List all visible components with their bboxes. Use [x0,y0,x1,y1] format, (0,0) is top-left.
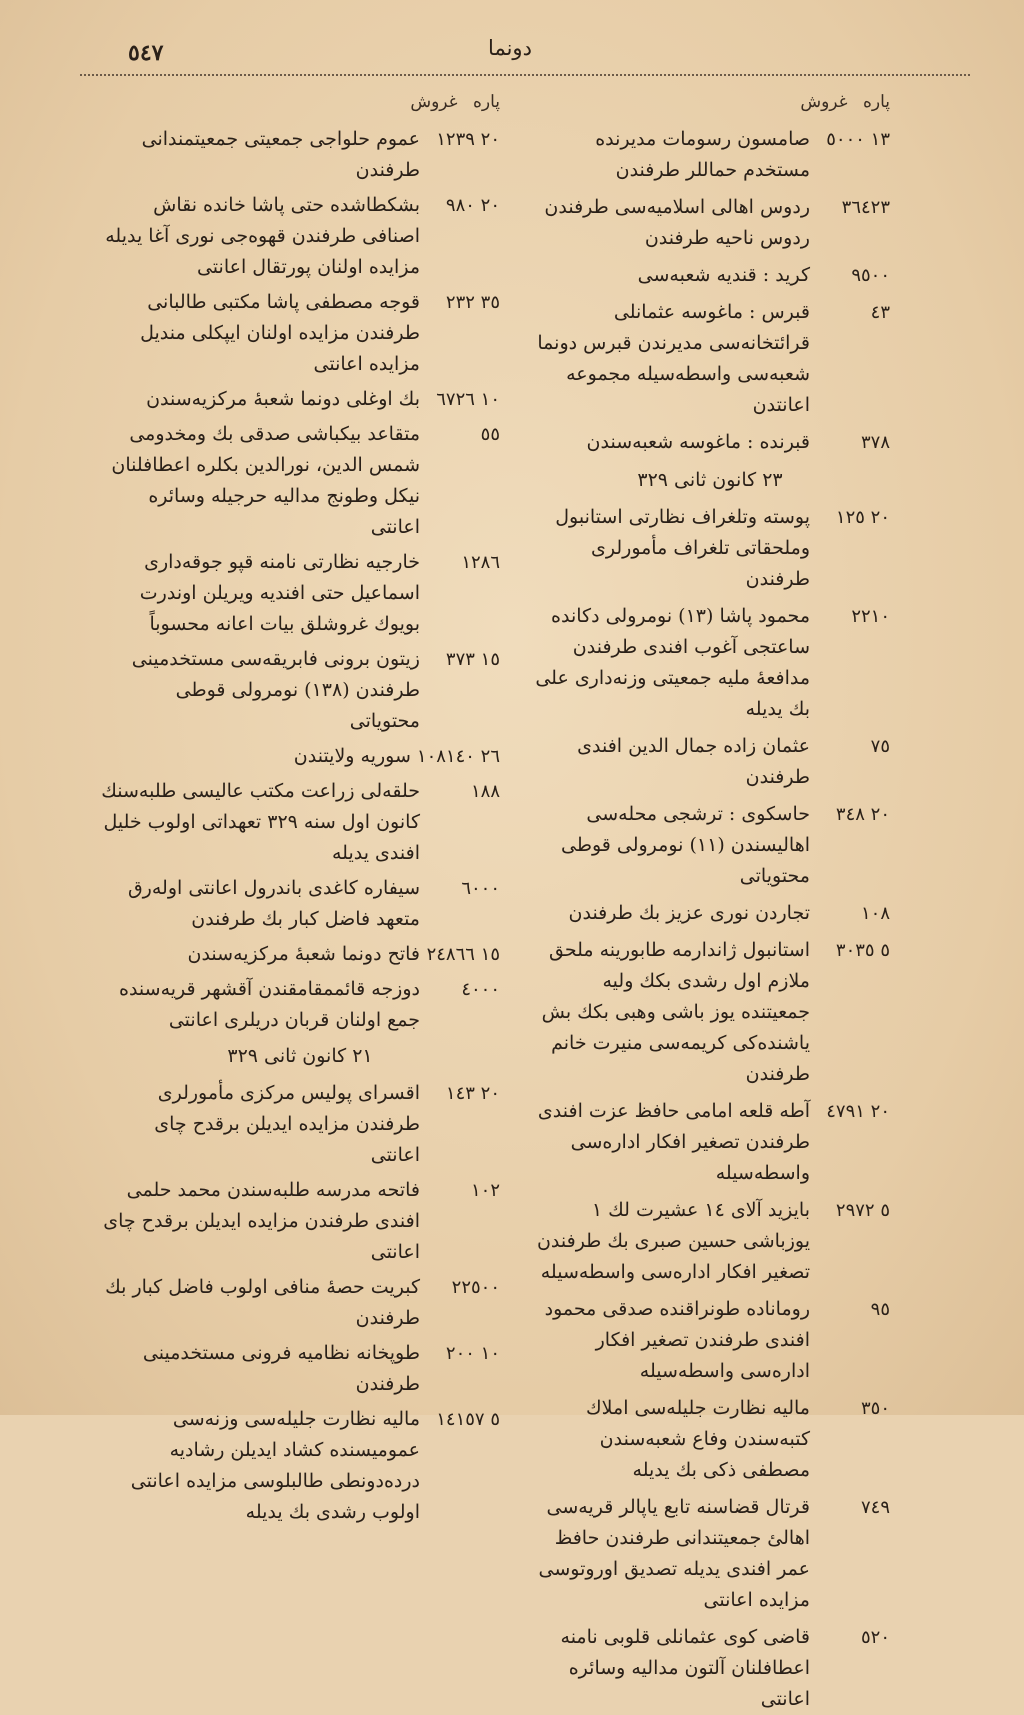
entry-amount: ٣٥ ٢٣٢ [445,292,500,313]
entry-amount: ٢٠ ١٢٥ [835,507,890,528]
entry-text: دوزجه قائممقامقندن آقشهر قريه‌سنده جمع اولنان قربان دريلرى اعانتى [118,978,420,1031]
entry-amount: ١٠٨ [860,903,890,924]
ledger-entry [100,644,500,737]
entry-text: فاتحه مدرسه طلبه‌سندن محمد حلمى افندى طرفندن مزايده ايديلن برقدح چاى اعانتى [103,1179,420,1263]
entry-text: حاسكوى : ترشجى محله‌سى اهاليسندن (١١) نومرولى قوطى محتوياتى [560,803,810,887]
entry-amount: ١٥ ٣٧٣ [445,649,500,670]
entry-text: قوجه مصطفى پاشا مكتبى طالبانى طرفندن مزايده اولنان ايپكلى منديل مزايده اعانتى [140,291,420,375]
entry-text: قرتال قضاسنه تابع ياپالر قريه‌سى اهالئ جمعيتندانى طرفندن حافظ عمر افندى يديله تصديق اوروتوسى مزايده اعانتى [538,1496,810,1611]
entry-amount: ٥ ٢٩٧٢ [835,1200,890,1221]
entry-amount: ٥٢٠ [860,1627,890,1648]
ledger-entry [100,287,500,380]
ledger-entry [100,873,500,935]
entry-amount: ٦٠٠٠ [461,878,500,899]
entry-amount: ٥ ١٤١٥٧ [436,1409,500,1430]
ledger-entry [100,776,500,869]
entry-amount: ٢٠ ٣٤٨ [835,804,890,825]
entry-amount: ١٥ ٢٤٨٦٦ [426,944,500,965]
entry-amount: ١٠٢ [470,1180,500,1201]
ledger-entry [530,1294,890,1387]
entry-text: حلقه‌لى زراعت مكتب عاليسى طلبه‌سنك كانون اول سنه ٣٢٩ تعهداتى اولوب خليل افندى يديله [101,780,420,864]
entry-text: روماناده طونراقنده صدقى محمود افندى طرفندن تصغير افكار اداره‌سى واسطه‌سيله [544,1298,810,1382]
column-heading [530,92,890,118]
entry-amount: ٢٠ ٩٨٠ [445,195,500,216]
ledger-entry [530,260,890,291]
entry-text: عثمان زاده جمال الدين افندى طرفندن [577,735,810,788]
ledger-entry [100,1338,500,1400]
entry-text: بايزيد آلاى ١٤ عشيرت لك ١ يوزباشى حسين صبرى بك طرفندن تصغير افكار اداره‌سى واسطه‌سيله [536,1199,810,1283]
column-heading [100,92,500,118]
ledger-entry [530,1393,890,1486]
left-entries [100,124,500,1528]
ledger-entry [530,192,890,254]
ledger-entry [100,974,500,1036]
ledger-entry [100,1078,500,1171]
ledger-entry [100,741,500,772]
ledger-entry [530,935,890,1090]
right-column [530,92,890,1710]
entry-amount: ٩٥ [870,1299,890,1320]
entry-text: ماليه نظارت جليله‌سى املاك كتبه‌سندن وفاع شعبه‌سندن مصطفى ذكى بك يديله [586,1397,810,1481]
entry-amount: ٤٣ [870,302,890,323]
entry-text: قبرنده : ماغوسه شعبه‌سندن [586,431,810,453]
page-header [0,0,1024,80]
ledger-entry [100,124,500,186]
ledger-entry [100,384,500,415]
ledger-entry [530,731,890,793]
entry-text: آطه قلعه امامى حافظ عزت افندى طرفندن تصغير افكار اداره‌سى واسطه‌سيله [537,1100,810,1184]
entry-text: اقسراى پوليس مركزى مأمورلرى طرفندن مزايده ايديلن برقدح چاى اعانتى [154,1082,420,1166]
entry-amount: ٥ ٣٠٣٥ [835,940,890,961]
ledger-entry [530,1195,890,1288]
entry-amount: ٧٥ [870,736,890,757]
entry-text: بشكطاشده حتى پاشا خانده نقاش اصنافى طرفندن قهوه‌جى نورى آغا يديله مزايده اولنان پورتقال اعانتى [105,194,420,278]
entry-amount: ٢٠ ١٤٣ [445,1083,500,1104]
entry-text: فاتح دونما شعبهٔ مركزيه‌سندن [187,943,420,965]
entry-text: قبرس : ماغوسه عثمانلى قرائتخانه‌سى مديرندن قبرس دونما شعبه‌سى واسطه‌سيله مجموعه اعانتدن [537,301,810,416]
ledger-entry [100,190,500,283]
entry-text: كريد : قنديه شعبه‌سى [637,264,810,286]
ledger-entry [530,1622,890,1715]
ledger-entry [530,1096,890,1189]
entry-text: محمود پاشا (١٣) نومرولى دكانده ساعتجى آغوب افندى طرفندن مدافعهٔ مليه جمعيتى وزنه‌دارى على بك يديله [535,605,810,720]
kurus-label: غروش [410,92,458,112]
entry-amount: ٣٥٠ [860,1398,890,1419]
dateline: ٢١ كانون ثانى ٣٢٩ [227,1045,373,1067]
entry-amount: ١٣ ٥٠٠٠ [826,129,890,150]
ledger-entry [100,939,500,970]
entry-amount: ٢٠ ٤٧٩١ [826,1101,890,1122]
entry-text: طوپخانه نظاميه فرونى مستخدمينى طرفندن [142,1342,420,1395]
entry-text: تجاردن نورى عزيز بك طرفندن [568,902,810,924]
entry-text: استانبول ژاندارمه طابورينه ملحق ملازم اول رشدى بكك وليه جمعيتنده يوز باشى وهبى بكك بش ياشنده‌كى كريمه‌سى منيرت خانم طرفندن [541,939,810,1085]
ledger-entry [100,1272,500,1334]
ledger-entry [100,419,500,543]
entry-text: متقاعد بيكباشى صدقى بك ومخدومى شمس الدين، نورالدين بكلره اعطافلنان نيكل وطونج مداليه حرجيله وسائره اعانتى [111,423,420,538]
entry-text: عموم حلواجى جمعيتى جمعيتمندانى طرفندن [141,128,420,181]
entry-amount: ٢٢١٠ [851,606,890,627]
entry-amount: ٣٦٤٢٣ [841,197,890,218]
entry-text: بك اوغلى دونما شعبهٔ مركزيه‌سندن [146,388,420,410]
ledger-entry [100,1404,500,1528]
ledger-entry [530,1492,890,1616]
page-number: ٥٤٧ [128,40,164,66]
ledger-entry [530,898,890,929]
ledger-entry [530,427,890,458]
entry-text: قاضى كوى عثمانلى قلوبى نامنه اعطافلنان آلتون مداليه وسائره اعانتى [560,1626,810,1710]
para-label: پاره [472,92,500,112]
entry-amount: ٤٠٠٠ [461,979,500,1000]
ledger-entry [530,124,890,186]
entry-amount: ٧٤٩ [860,1497,890,1518]
header-rule [80,74,970,76]
ledger-entry [100,1175,500,1268]
ledger-entry [530,297,890,421]
entry-text: پوسته وتلغراف نظارتى استانبول وملحقاتى تلغراف مأمورلرى طرفندن [555,506,810,590]
entry-amount: ١٠ ٦٧٢٦ [436,389,500,410]
para-label: پاره [862,92,890,112]
entry-text: صامسون رسومات مديرنده مستخدم حماللر طرفندن [595,128,810,181]
ledger-entry [530,601,890,725]
ledger-entry [530,502,890,595]
entry-text: كبريت حصهٔ منافى اولوب فاضل كبار بك طرفندن [105,1276,420,1329]
entry-amount: ٢٢٥٠٠ [451,1277,500,1298]
running-title: دونما [488,36,532,60]
entry-amount: ٥٥ [480,424,500,445]
entry-text: ردوس اهالى اسلاميه‌سى طرفندن ردوس ناحيه طرفندن [544,196,810,249]
right-entries [530,124,890,1715]
entry-text: سيفاره كاغدى باندرول اعانتى اوله‌رق متعهد فاضل كبار بك طرفندن [127,877,420,930]
entry-amount: ٣٧٨ [860,432,890,453]
entry-text: ماليه نظارت جليله‌سى وزنه‌سى عموميسنده كشاد ايديلن رشاديه درده‌دونطى طالبلوسى مزايده اعانتى اولوب رشدى بك يديله [130,1408,420,1523]
left-column [100,92,500,1523]
entry-amount: ١٨٨ [470,781,500,802]
entry-amount: ٢٠ ١٢٣٩ [436,129,500,150]
entry-amount: ٢٦ ١٠٨١٤٠ [416,746,500,767]
entry-text: زيتون برونى فابريقه‌سى مستخدمينى طرفندن (١٣٨) نومرولى قوطى محتوياتى [131,648,420,732]
entry-amount: ١٢٨٦ [461,552,500,573]
dateline: ٢٣ كانون ثانى ٣٢٩ [637,469,783,491]
ledger-entry [530,799,890,892]
entry-text: خارجيه نظارتى نامنه قپو جوقه‌دارى اسماعيل حتى افنديه ويريلن اوندرت بويوك غروشلق بيات اعانه محسوباً [139,551,420,635]
entry-amount: ٩٥٠٠ [851,265,890,286]
kurus-label: غروش [800,92,848,112]
entry-text: سوريه ولايتندن [293,745,411,767]
entry-amount: ١٠ ٢٠٠ [445,1343,500,1364]
ledger-entry [100,547,500,640]
